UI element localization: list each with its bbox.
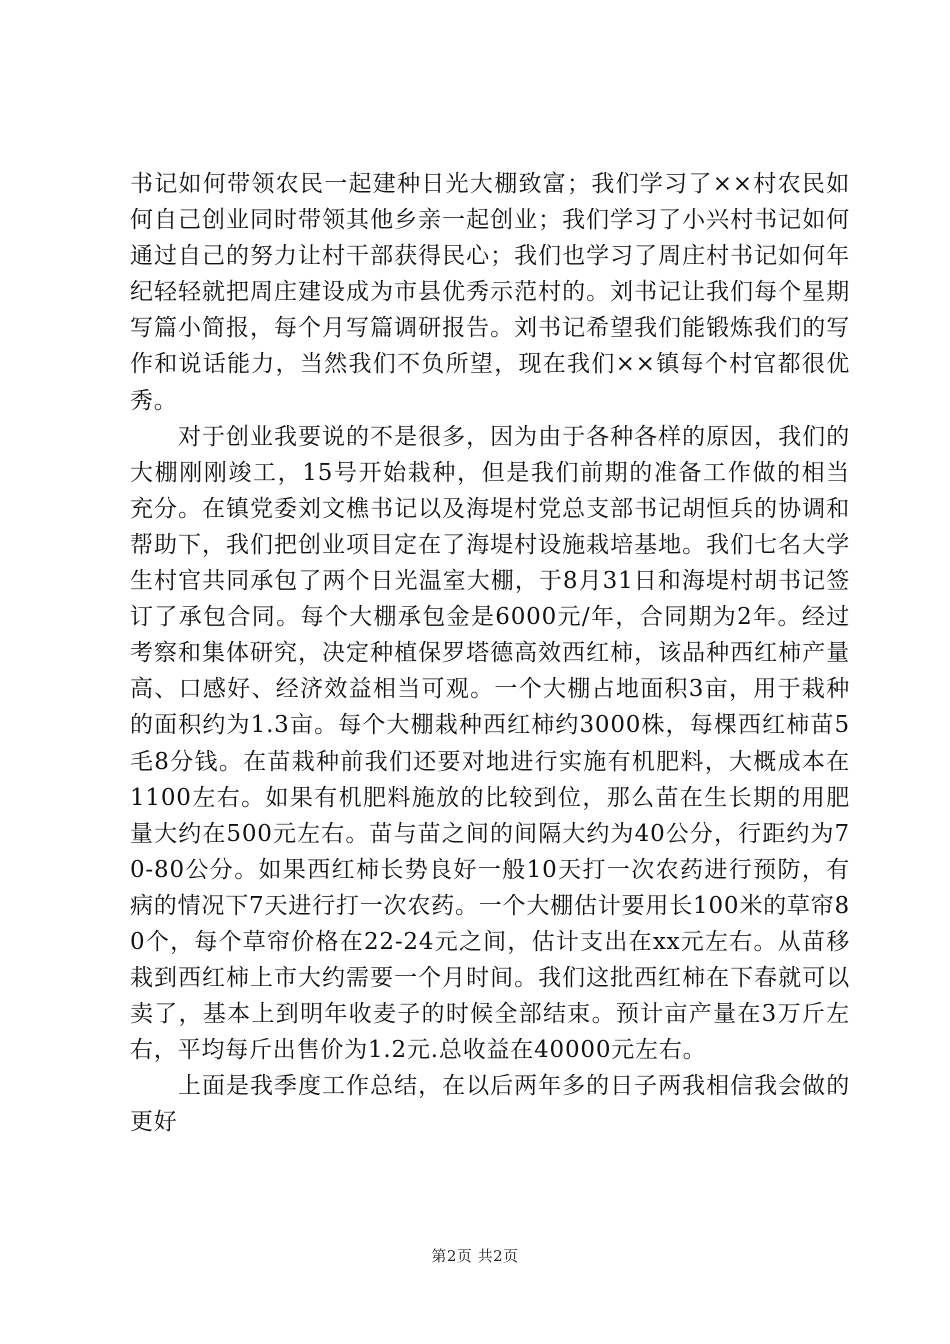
paragraph-2: 对于创业我要说的不是很多，因为由于各种各样的原因，我们的大棚刚刚竣工，15号开始栽种，但是我们前期的准备工作做的相当充分。在镇党委刘文樵书记以及海堤村党总支部书记胡恒兵的协调和帮助下，我们把创业项目定在了海堤村设施栽培基地。我们七名大学生村官共同承包了两个日光温室大棚，于8月31日和海堤村胡书记签订了承包合同。每个大棚承包金是6000元/年，合同期为2年。经过考察和集体研究，决定种植保罗塔德高效西红柿，该品种西红柿产量高、口感好、经济效益相当可观。一个大棚占地面积3亩，用于栽种的面积约为1.3亩。每个大棚栽种西红柿约3000株，每棵西红柿苗5毛8分钱。在苗栽种前我们还要对地进行实施有机肥料，大概成本在1100左右。如果有机肥料施放的比较到位，那么苗在生长期的用肥量大约在500元左右。苗与苗之间的间隔大约为40公分，行距约为70-80公分。如果西红柿长势良好一般10天打一次农药进行预防，有病的情况下7天进行打一次农药。一个大棚估计要用长100米的草帘80个，每个草帘价格在22-24元之间，估计支出在xx元左右。从苗移栽到西红柿上市大约需要一个月时间。我们这批西红柿在下春就可以卖了，基本上到明年收麦子的时候全部结束。预计亩产量在3万斤左右，平均每斤出售价为1.2元.总收益在40000元左右。: [130, 423, 850, 1064]
page-number-footer: 第2页 共2页: [431, 1247, 519, 1265]
document-body: [130, 166, 850, 1141]
paragraph-1: 书记如何带领农民一起建种日光大棚致富；我们学习了××村农民如何自己创业同时带领其他乡亲一起创业；我们学习了小兴村书记如何通过自己的努力让村干部获得民心；我们也学习了周庄村书记如何年纪轻轻就把周庄建设成为市县优秀示范村的。刘书记让我们每个星期写篇小简报，每个月写篇调研报告。刘书记希望我们能锻炼我们的写作和说话能力，当然我们不负所望，现在我们××镇每个村官都很优秀。: [130, 171, 850, 414]
paragraph-3: 上面是我季度工作总结，在以后两年多的日子两我相信我会做的更好: [130, 1073, 850, 1136]
